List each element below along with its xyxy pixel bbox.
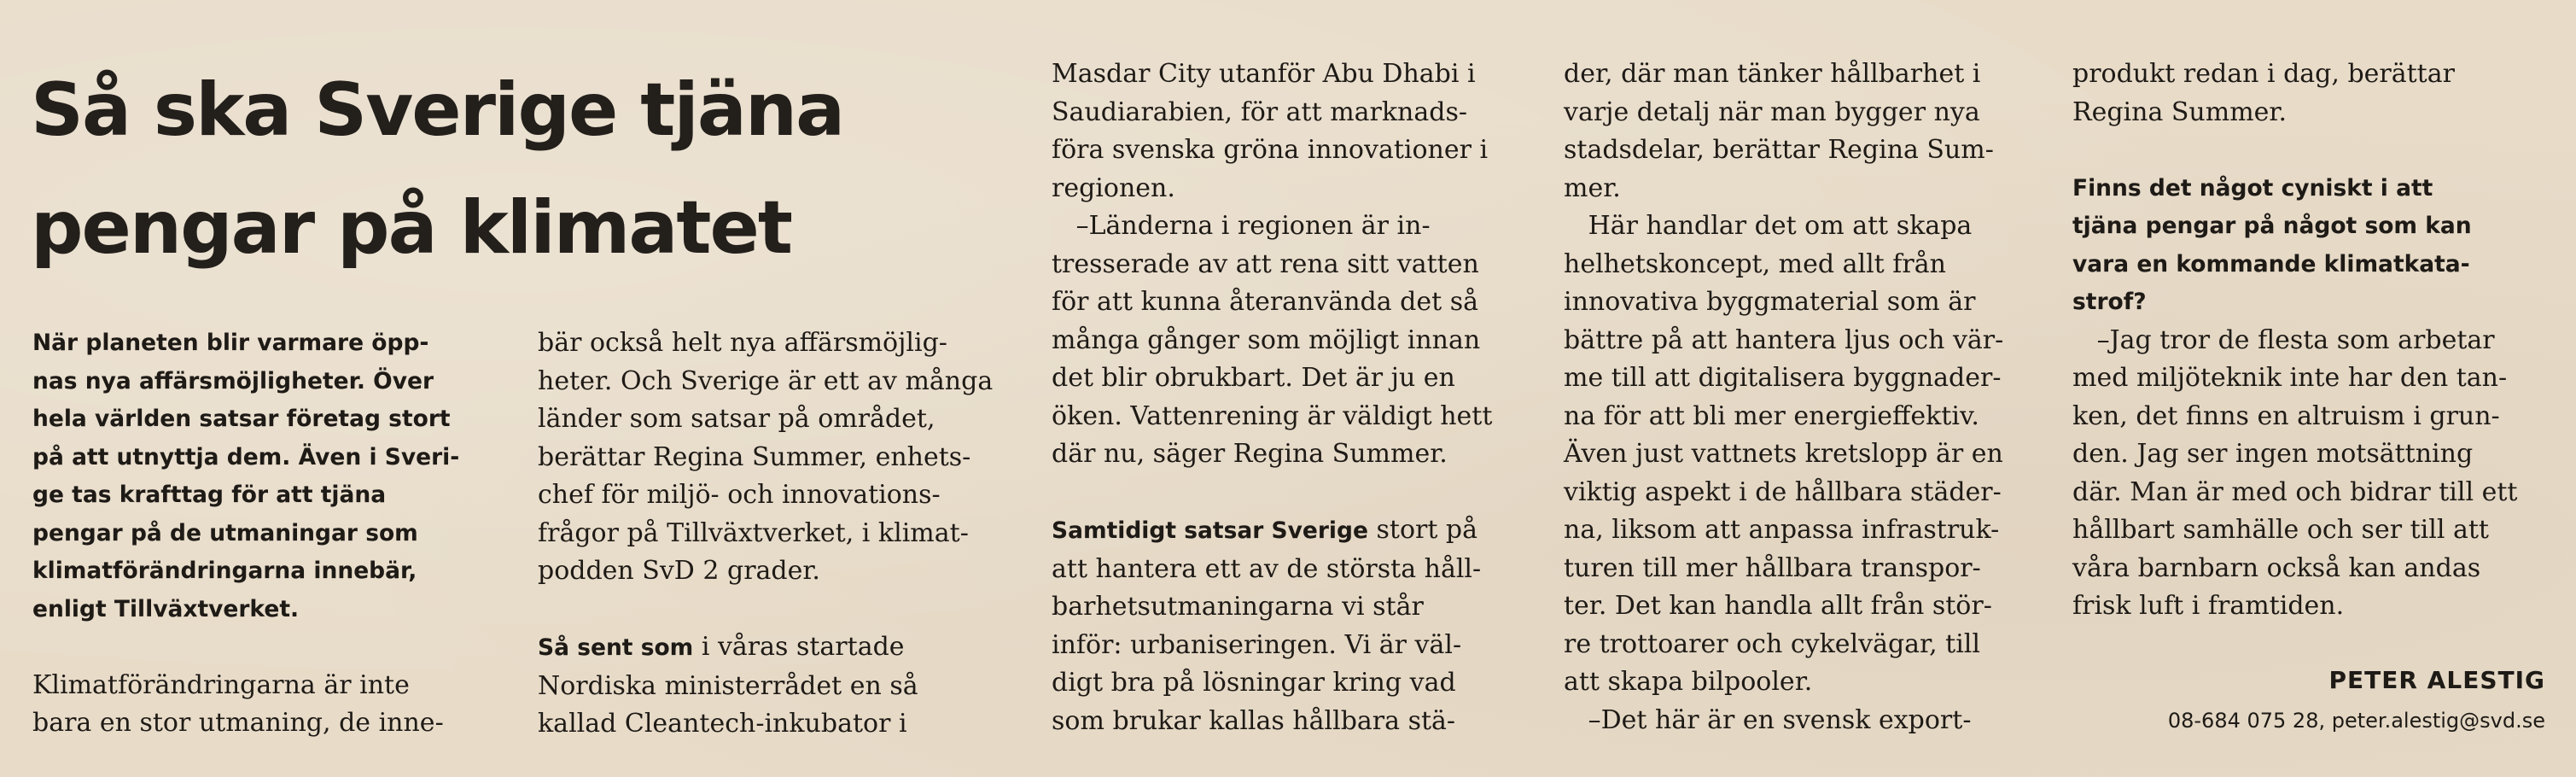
body-line: att skapa bilpooler. [1564,667,1813,697]
body-paragraph [2072,56,2550,131]
body-line: våra barnbarn också kan andas [2072,552,2481,583]
interview-answer [2072,322,2550,626]
lead-line: hela världen satsar företag stort [32,406,451,432]
body-line: föra svenska gröna innovationer i [1052,135,1489,165]
body-line: innovativa byggmaterial som är [1564,287,1976,317]
body-paragraph [1564,56,2042,739]
question-line: vara en kommande klimatkata- [2072,250,2470,278]
body-line: tresserade av att rena sitt vatten [1052,248,1479,279]
body-line: Masdar City utanför Abu Dhabi i [1052,59,1476,89]
body-line: podden SvD 2 grader. [538,556,820,586]
body-line: ken, det finns en altruism i grun- [2072,400,2500,431]
body-line: som brukar kallas hållbara stä- [1052,705,1456,736]
body-line: att hantera ett av de största håll- [1052,553,1482,584]
body-line: regionen. [1052,172,1175,203]
body-line: frisk luft i framtiden. [2072,591,2345,621]
body-line: Saudiarabien, för att marknads- [1052,96,1467,127]
body-line: för att kunna återanvända det så [1052,287,1478,317]
body-line: turen till mer hållbara transpor- [1564,552,1981,583]
body-line: stadsdelar, berättar Regina Sum- [1564,135,1994,165]
question-line: strof? [2072,289,2147,315]
body-paragraph [1052,56,1530,474]
body-line: berättar Regina Summer, enhets- [538,441,971,472]
body-line: Här handlar det om att skapa [1564,211,1973,241]
body-line: mer. [1564,172,1621,203]
headline-line-2: pengar på klimatet [31,185,791,271]
body-line: na för att bli mer energieffektiv. [1564,400,1979,431]
body-line: frågor på Tillväxtverket, i klimat- [538,517,969,548]
lead-line: klimatförändringarna innebär, [32,558,417,584]
headline [31,51,987,287]
body-line: bär också helt nya affärsmöjlig- [538,328,947,358]
body-line: helhetskoncept, med allt från [1564,248,1946,279]
body-paragraph [538,628,1016,744]
body-line: varje detalj när man bygger nya [1564,96,1980,127]
body-line: länder som satsar på området, [538,404,935,434]
question-line: tjäna pengar på något som kan [2072,213,2472,239]
body-line: digt bra på lösningar kring vad [1052,668,1456,698]
body-line: inför: urbaniseringen. Vi är väl- [1052,629,1462,660]
body-line: det blir obrukbart. Det är ju en [1052,363,1455,393]
body-line: –Det här är en svensk export- [1564,704,1972,735]
paragraph-gap [2072,131,2550,170]
body-line: der, där man tänker hållbarhet i [1564,59,1981,89]
body-text: stort på [1367,515,1478,545]
column-4 [1564,56,2042,739]
byline-contact: 08-684 075 28, peter.alestig@svd.se [2167,709,2545,733]
lead-line: ge tas krafttag för att tjäna [32,482,387,508]
lead-paragraph [32,324,510,628]
lead-line: När planeten blir varmare öpp- [32,330,429,356]
lead-line: på att utnyttja dem. Även i Sveri- [32,443,460,470]
body-line: heter. Och Sverige är ett av många [538,365,994,396]
body-paragraph [32,667,510,743]
body-line: produkt redan i dag, berättar [2072,59,2455,89]
body-line [1052,511,1530,551]
body-line: Klimatförändringarna är inte [32,669,410,700]
body-line [538,628,1016,668]
body-line: hållbart samhälle och ser till att [2072,515,2489,545]
paragraph-gap [32,628,510,667]
body-line: Även just vattnets kretslopp är en [1564,439,2003,469]
paragraph-gap [1052,474,1530,512]
subhead-keyword: Så sent som [538,634,694,661]
body-line: chef för miljö- och innovations- [538,480,941,510]
body-line: där. Man är med och bidrar till ett [2072,476,2518,507]
body-line: med miljöteknik inte har den tan- [2072,363,2508,393]
body-paragraph [1052,511,1530,740]
headline-line-1: Så ska Sverige tjäna [31,67,844,153]
byline-name: PETER ALESTIG [2328,666,2545,694]
body-paragraph [538,324,1016,591]
column-5 [2072,56,2550,626]
subhead-keyword: Samtidigt satsar Sverige [1052,517,1368,544]
body-line: barhetsutmaningarna vi står [1052,592,1424,622]
body-line: kallad Cleantech-inkubator i [538,709,907,739]
column-3 [1052,56,1530,740]
interview-question [2072,170,2550,322]
body-line: Regina Summer. [2072,96,2287,127]
column-1 [32,324,510,743]
body-line: –Jag tror de flesta som arbetar [2072,324,2495,355]
body-line: där nu, säger Regina Summer. [1052,439,1448,469]
lead-line: nas nya affärsmöjligheter. Över [32,367,434,394]
body-line: bara en stor utmaning, de inne- [32,708,444,738]
body-line: ter. Det kan handla allt från stör- [1564,591,1992,621]
body-line: många gånger som möjligt innan [1052,324,1481,355]
body-line: öken. Vattenrening är väldigt hett [1052,400,1493,431]
body-line: den. Jag ser ingen motsättning [2072,439,2474,469]
body-line: bättre på att hantera ljus och vär- [1564,324,2004,355]
column-2 [538,324,1016,744]
body-line: –Länderna i regionen är in- [1052,211,1431,241]
lead-line: enligt Tillväxtverket. [32,595,300,622]
body-line: Nordiska ministerrådet en så [538,670,918,701]
body-line: na, liksom att anpassa infrastruk- [1564,515,2000,545]
body-text: i våras startade [693,632,905,662]
body-line: re trottoarer och cykelvägar, till [1564,628,1980,659]
question-line: Finns det något cyniskt i att [2072,174,2433,202]
lead-line: pengar på de utmaningar som [32,519,418,546]
paragraph-gap [538,591,1016,629]
body-line: me till att digitalisera byggnader- [1564,363,2002,393]
body-line: viktig aspekt i de hållbara städer- [1564,476,2002,507]
